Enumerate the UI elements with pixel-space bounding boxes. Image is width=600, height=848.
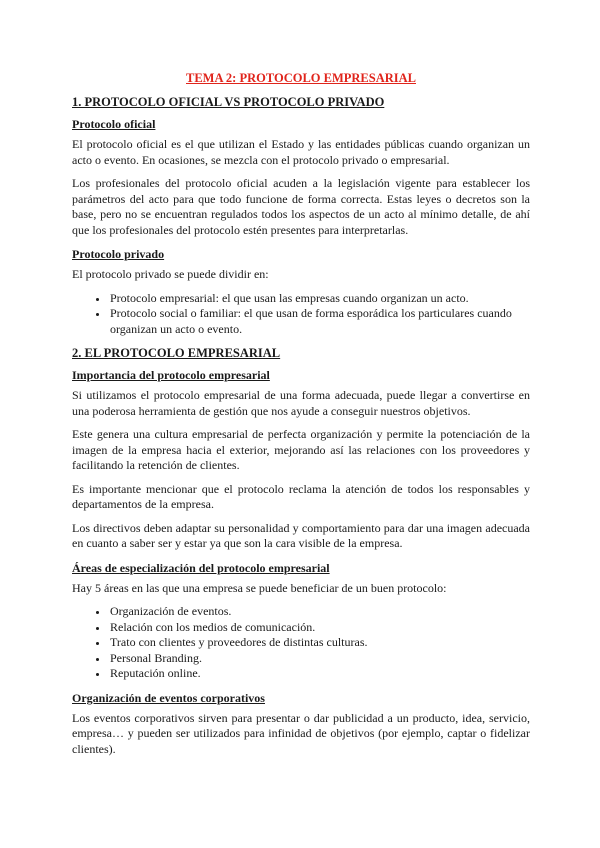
list-item: • Relación con los medios de comunicación. [108,620,530,636]
list-item: • Organización de eventos. [108,604,530,620]
section-2-heading: 2. EL PROTOCOLO EMPRESARIAL [72,346,281,360]
document-page [72,70,530,765]
list-item: • Reputación online. [108,666,530,682]
importancia-paragraph-4: Los directivos deben adaptar su personalidad y comportamiento para dar una imagen adecuada en cuanto a saber ser y estar ya que son la cara visible de la empresa. [72,520,530,550]
list-item: • Protocolo social o familiar: el que usan de forma esporádica los particulares cuando organizan un acto o evento. [108,306,530,337]
protocolo-oficial-heading: Protocolo oficial [72,117,156,131]
areas-heading: Áreas de especialización del protocolo empresarial [72,560,330,575]
protocolo-privado-heading: Protocolo privado [72,247,165,261]
document-title: TEMA 2: PROTOCOLO EMPRESARIAL [186,71,416,85]
areas-intro: Hay 5 áreas en las que una empresa se puede beneficiar de un buen protocolo: [72,580,447,595]
protocolo-oficial-paragraph-2: Los profesionales del protocolo oficial acuden a la legislación vigente para establecer los parámetros del acto para que todo funcione de forma correcta. Estas leyes o decretos son la base, pero no se encuentran regulados todos los aspectos de un acto al mínimo detalle, de ahí que los profesionales del protocolo estén presentes para interpretarlas. [72,176,530,237]
importancia-paragraph-2: Este genera una cultura empresarial de perfecta organización y permite la potenciación de la imagen de la empresa hacia el exterior, mejorando así las relaciones con los proveedores y facilitando la retención de clientes. [72,427,530,472]
protocolo-oficial-paragraph-1: El protocolo oficial es el que utilizan el Estado y las entidades públicas cuando organizan un acto o evento. En ocasiones, se mezcla con el protocolo privado o empresarial. [72,137,530,167]
protocolo-privado-intro: El protocolo privado se puede dividir en: [72,267,269,281]
list-item: • Protocolo empresarial: el que usan las empresas cuando organizan un acto. [108,291,530,307]
importancia-heading: Importancia del protocolo empresarial [72,368,270,382]
importancia-paragraph-3: Es importante mencionar que el protocolo reclama la atención de todos los responsables y departamentos de la empresa. [72,481,530,511]
eventos-heading: Organización de eventos corporativos [72,690,265,705]
section-1-heading: 1. PROTOCOLO OFICIAL VS PROTOCOLO PRIVADO [72,95,385,109]
list-item: • Personal Branding. [108,651,530,667]
areas-list [72,604,530,682]
eventos-paragraph-1: Los eventos corporativos sirven para presentar o dar publicidad a un producto, idea, servicio, empresa… y pueden ser utilizados para infinidad de objetivos (por ejemplo, captar o fidelizar clientes). [72,710,530,756]
list-item: • Trato con clientes y proveedores de distintas culturas. [108,635,530,651]
protocolo-privado-list [72,291,530,338]
importancia-paragraph-1: Si utilizamos el protocolo empresarial de una forma adecuada, puede llegar a convertirse en una poderosa herramienta de gestión que nos ayude a conseguir nuestros objetivos. [72,388,530,418]
